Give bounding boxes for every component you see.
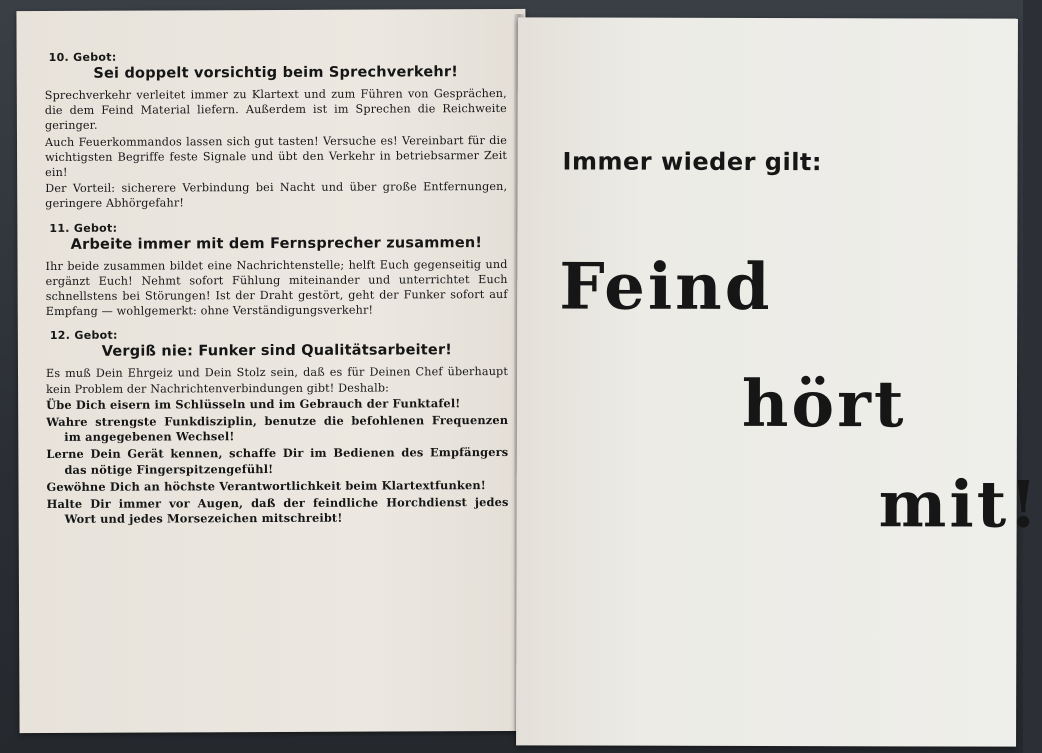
- rule-item: Halte Dir immer vor Augen, daß der feindliche Horchdienst jedes Wort und jedes Morsezeichen mitschreibt!: [46, 495, 509, 527]
- intro-text: Immer wieder gilt:: [562, 147, 823, 177]
- rule-paragraph: Sprechverkehr verleitet immer zu Klartext und zum Führen von Gesprächen, die dem Feind Material liefern. Außerdem ist im Sprechen die Reichweite geringer.: [44, 86, 507, 133]
- slogan-word-hoert: hört: [741, 366, 907, 443]
- rule-label: 12. Gebot:: [49, 329, 118, 343]
- left-page: [16, 9, 528, 733]
- rule-label: 11. Gebot:: [49, 221, 118, 235]
- rule-heading: Arbeite immer mit dem Fernsprecher zusammen!: [70, 234, 483, 253]
- rules-column: [45, 49, 509, 537]
- rule-paragraph: Auch Feuerkommandos lassen sich gut tasten! Versuche es! Vereinbart für die wichtigsten Begriffe feste Signale und übt den Verkehr in betriebsarmer Zeit ein!: [44, 133, 508, 180]
- rule-item: Übe Dich eisern im Schlüsseln und im Gebrauch der Funktafel!: [46, 396, 461, 412]
- rule-11: [45, 220, 507, 320]
- right-page: [516, 17, 1041, 746]
- rule-paragraph: Es muß Dein Ehrgeiz und Dein Stolz sein, daß es für Deinen Chef überhaupt kein Problem der Nachrichtenverbindungen gibt! Deshalb:: [45, 365, 509, 396]
- rule-heading: Vergiß nie: Funker sind Qualitätsarbeiter!: [101, 342, 453, 361]
- rule-heading: Sei doppelt vorsichtig beim Sprechverkehr!: [93, 64, 459, 82]
- rule-paragraph: Der Vorteil: sicherere Verbindung bei Nacht und über große Entfernungen, geringere Abhörgefahr!: [45, 180, 508, 211]
- rule-paragraph: Ihr beide zusammen bildet eine Nachrichtenstelle; helft Euch gegenseitig und ergänzt Euch! Nehmt sofort Fühlung miteinander und unterrichtet Euch schnellstens bei Störungen! Ist der Draht gestört, geht der Funker sofort auf Empfang — wohlgemerkt: ohne Verständigungsverkehr!: [45, 257, 508, 319]
- rule-item: Lerne Dein Gerät kennen, schaffe Dir im Bedienen des Empfängers das nötige Fingerspitzengefühl!: [46, 445, 509, 477]
- slogan-word-mit: mit!: [878, 467, 1041, 543]
- slogan-word-feind: Feind: [559, 249, 773, 326]
- rule-10: [45, 49, 508, 212]
- rule-label: 10. Gebot:: [48, 50, 117, 64]
- rule-12: [46, 327, 509, 527]
- rule-item: Gewöhne Dich an höchste Verantwortlichkeit beim Klartextfunken!: [46, 477, 486, 494]
- rule-item: Wahre strengste Funkdisziplin, benutze die befohlenen Frequenzen im angegebenen Wechsel!: [46, 413, 509, 445]
